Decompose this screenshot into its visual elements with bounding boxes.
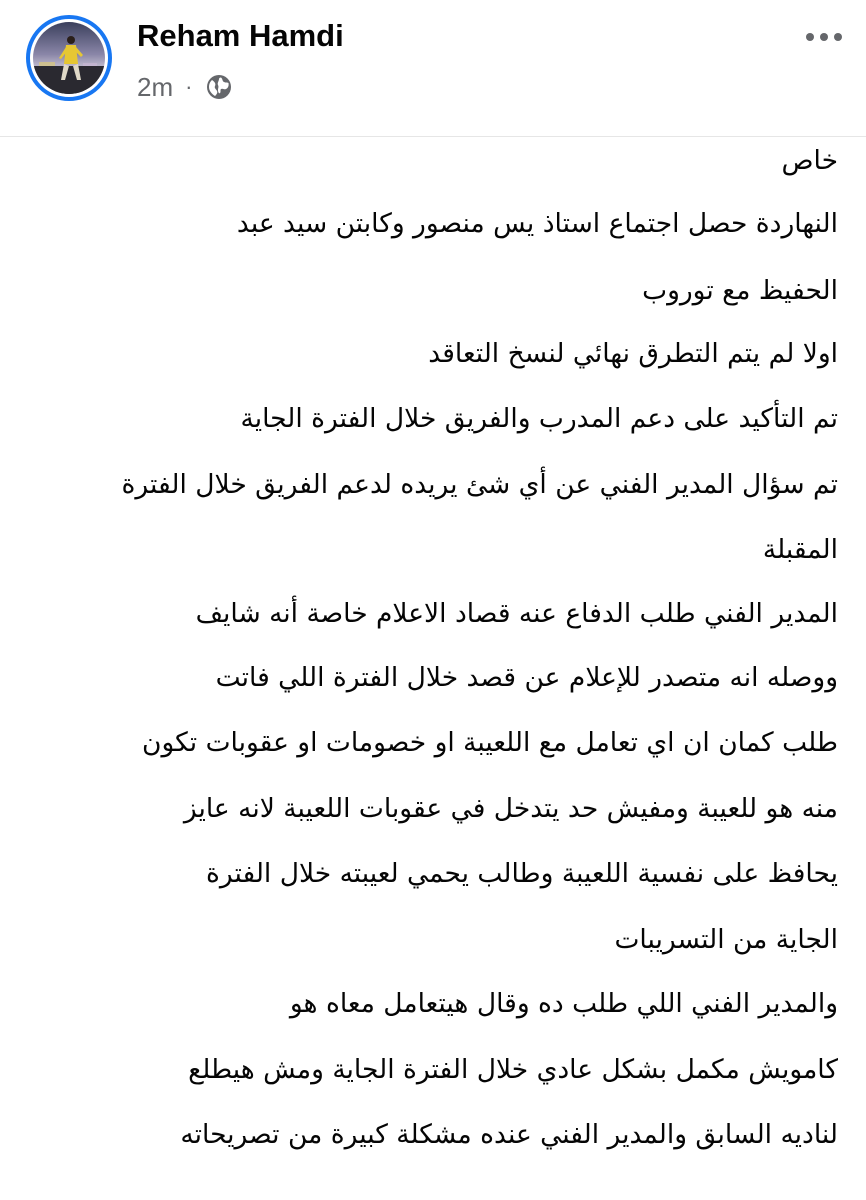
post-text-line: الجاية من التسريبات (614, 924, 838, 955)
post-text-line: المقبلة (762, 534, 838, 565)
post-text-line: كامويش مكمل بشكل عادي خلال الفترة الجاية ومش هيطلع (188, 1054, 838, 1085)
post-text-line: ووصله انه متصدر للإعلام عن قصد خلال الفترة اللي فاتت (215, 662, 838, 693)
post-text-line: المدير الفني طلب الدفاع عنه قصاد الاعلام خاصة أنه شايف (195, 598, 838, 629)
post-text-line: طلب كمان ان اي تعامل مع اللعيبة او خصومات او عقوبات تكون (142, 727, 838, 758)
post-header (0, 0, 866, 137)
avatar[interactable] (26, 15, 112, 101)
meta-separator: · (185, 74, 193, 99)
post-text (20, 136, 838, 1200)
more-options-button[interactable] (802, 20, 846, 54)
post-text-line: الحفيظ مع توروب (642, 275, 838, 306)
post-text-line: تم التأكيد على دعم المدرب والفريق خلال الفترة الجاية (240, 403, 838, 434)
post-text-line: خاص (781, 145, 838, 176)
globe-icon[interactable] (206, 74, 232, 100)
post-text-line: اولا لم يتم التطرق نهائي لنسخ التعاقد (428, 338, 838, 369)
post-meta (137, 70, 232, 104)
post-text-line: النهاردة حصل اجتماع استاذ يس منصور وكابتن سيد عبد (236, 208, 838, 239)
post-text-line: والمدير الفني اللي طلب ده وقال هيتعامل معاه هو (289, 988, 838, 1019)
author-name[interactable]: Reham Hamdi (137, 18, 344, 53)
avatar-photo (33, 22, 105, 94)
post-text-line: لناديه السابق والمدير الفني عنده مشكلة كبيرة من تصريحاته (180, 1119, 838, 1150)
post-text-line: منه هو للعيبة ومفيش حد يتدخل في عقوبات اللعيبة لانه عايز (183, 793, 838, 824)
post-text-line: تم سؤال المدير الفني عن أي شئ يريده لدعم الفريق خلال الفترة (121, 469, 838, 500)
post-timestamp[interactable]: 2m (137, 71, 174, 102)
post-text-line: يحافظ على نفسية اللعيبة وطالب يحمي لعيبته خلال الفترة (205, 858, 838, 889)
more-horizontal-icon (804, 31, 844, 43)
